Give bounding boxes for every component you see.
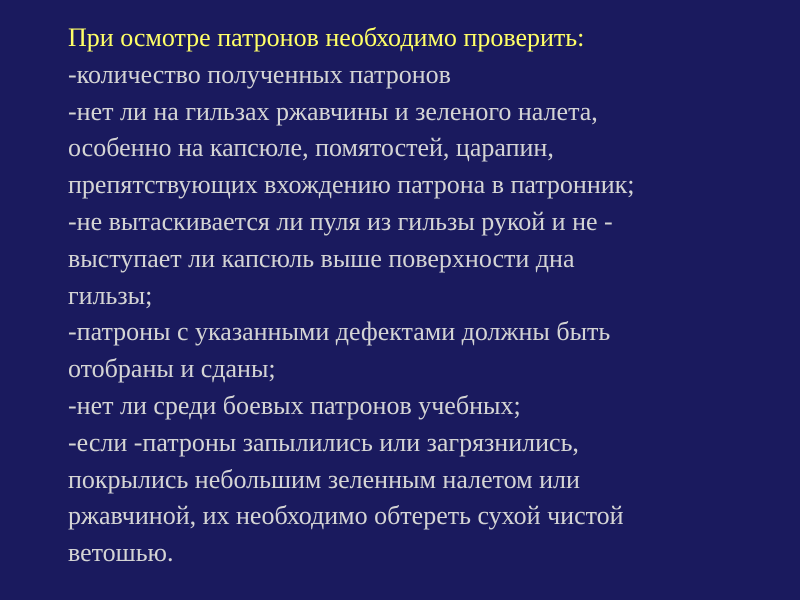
text-line: особенно на капсюле, помятостей, царапин, <box>68 133 554 163</box>
text-line: -нет ли на гильзах ржавчины и зеленого налета, <box>68 96 598 126</box>
text-line: ржавчиной, их необходимо обтереть сухой чистой <box>68 501 624 531</box>
text-line: гильзы; <box>68 280 153 310</box>
text-line: -не вытаскивается ли пуля из гильзы рукой и не - <box>68 206 613 236</box>
text-line: выступает ли капсюль выше поверхности дна <box>68 243 575 273</box>
text-line: -если -патроны запылились или загрязнились, <box>68 427 579 457</box>
text-line: препятствующих вхождению патрона в патронник; <box>68 170 635 200</box>
text-line: ветошью. <box>68 538 174 568</box>
text-line: -нет ли среди боевых патронов учебных; <box>68 390 521 420</box>
text-line: покрылись небольшим зеленным налетом или <box>68 464 580 494</box>
slide-heading: При осмотре патронов необходимо проверить: <box>68 23 585 52</box>
text-line: -патроны с указанными дефектами должны быть <box>68 317 611 347</box>
text-line: отобраны и сданы; <box>68 354 276 384</box>
text-line: -количество полученных патронов <box>68 59 451 89</box>
slide-content <box>68 20 768 572</box>
